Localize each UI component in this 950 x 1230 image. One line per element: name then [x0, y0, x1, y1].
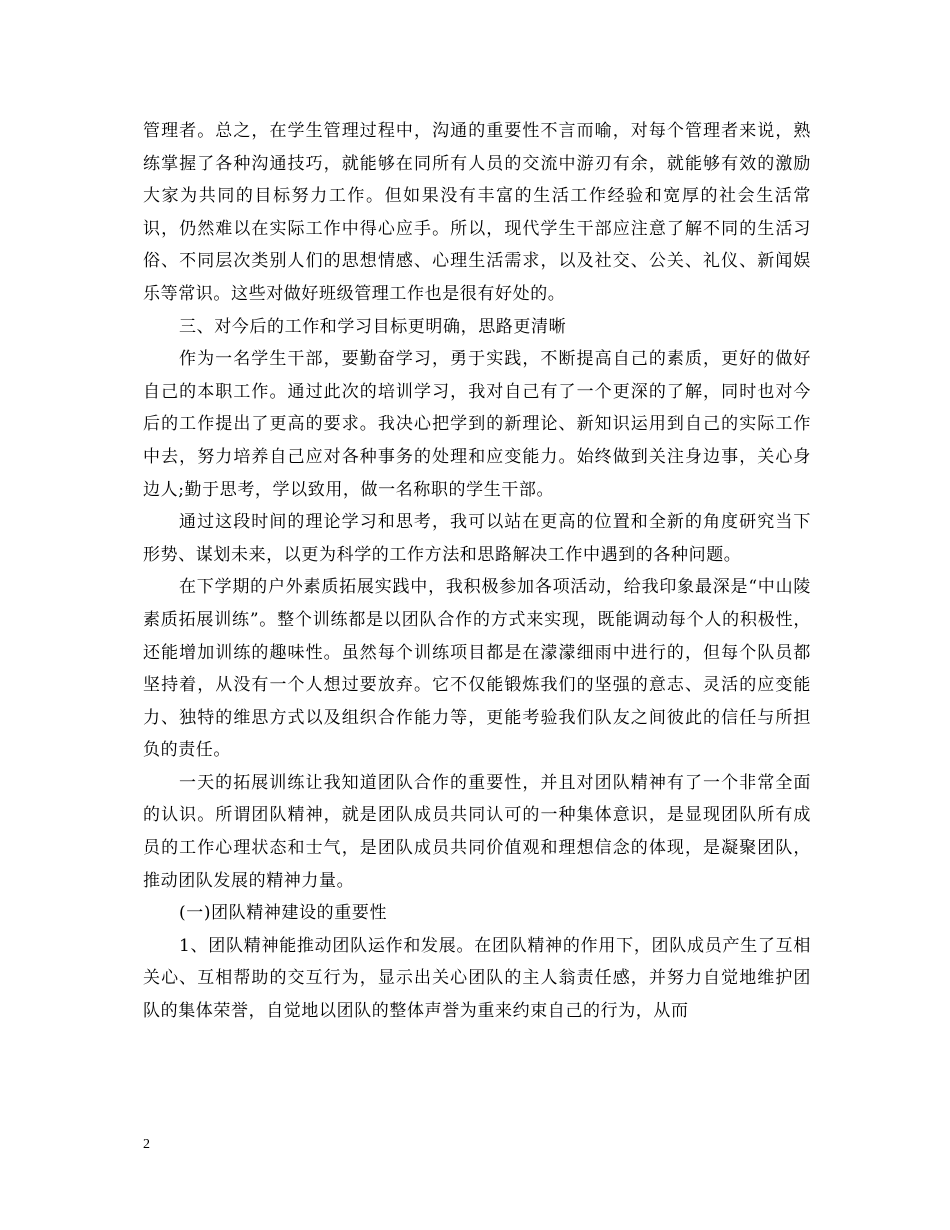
paragraph: 在下学期的户外素质拓展实践中，我积极参加各项活动，给我印象最深是“中山陵素质拓展训练”。整个训练都是以团队合作的方式来实现，既能调动每个人的积极性，还能增加训练的趣味性。虽然每个训练项目都是在濛濛细雨中进行的，但每个队员都坚持着，从没有一个人想过要放弃。它不仅能锻炼我们的坚强的意志、灵活的应变能力、独特的维思方式以及组织合作能力等，更能考验我们队友之间彼此的信任与所担负的责任。	[143, 577, 811, 761]
paragraph: 作为一名学生干部，要勤奋学习，勇于实践，不断提高自己的素质，更好的做好自己的本职工作。通过此次的培训学习，我对自己有了一个更深的了解，同时也对今后的工作提出了更高的要求。我决心把学到的新理论、新知识运用到自己的实际工作中去，努力培养自己应对各种事务的处理和应变能力。始终做到关注身边事，关心身边人;勤于思考，学以致用，做一名称职的学生干部。	[143, 349, 811, 500]
paragraph: 1、团队精神能推动团队运作和发展。在团队精神的作用下，团队成员产生了互相关心、互相帮助的交互行为，显示出关心团队的主人翁责任感，并努力自觉地维护团队的集体荣誉，自觉地以团队的整体声誉为重来约束自己的行为，从而	[143, 935, 811, 1022]
page-number: 2	[143, 1137, 150, 1152]
paragraph: 通过这段时间的理论学习和思考，我可以站在更高的位置和全新的角度研究当下形势、谋划未来，以更为科学的工作方法和思路解决工作中遇到的各种问题。	[143, 512, 811, 565]
document-body	[143, 115, 811, 1028]
subsection-heading: (一)团队精神建设的重要性	[179, 903, 388, 924]
paragraph: 一天的拓展训练让我知道团队合作的重要性，并且对团队精神有了一个非常全面的认识。所谓团队精神，就是团队成员共同认可的一种集体意识，是显现团队所有成员的工作心理状态和士气，是团队成员共同价值观和理想信念的体现，是凝聚团队，推动团队发展的精神力量。	[143, 772, 811, 891]
paragraph: 管理者。总之，在学生管理过程中，沟通的重要性不言而喻，对每个管理者来说，熟练掌握了各种沟通技巧，就能够在同所有人员的交流中游刃有余，就能够有效的激励大家为共同的目标努力工作。但如果没有丰富的生活工作经验和宽厚的社会生活常识，仍然难以在实际工作中得心应手。所以，现代学生干部应注意了解不同的生活习俗、不同层次类别人们的思想情感、心理生活需求，以及社交、公关、礼仪、新闻娱乐等常识。这些对做好班级管理工作也是很有好处的。	[143, 121, 811, 304]
section-heading: 三、对今后的工作和学习目标更明确，思路更清晰	[179, 316, 567, 337]
